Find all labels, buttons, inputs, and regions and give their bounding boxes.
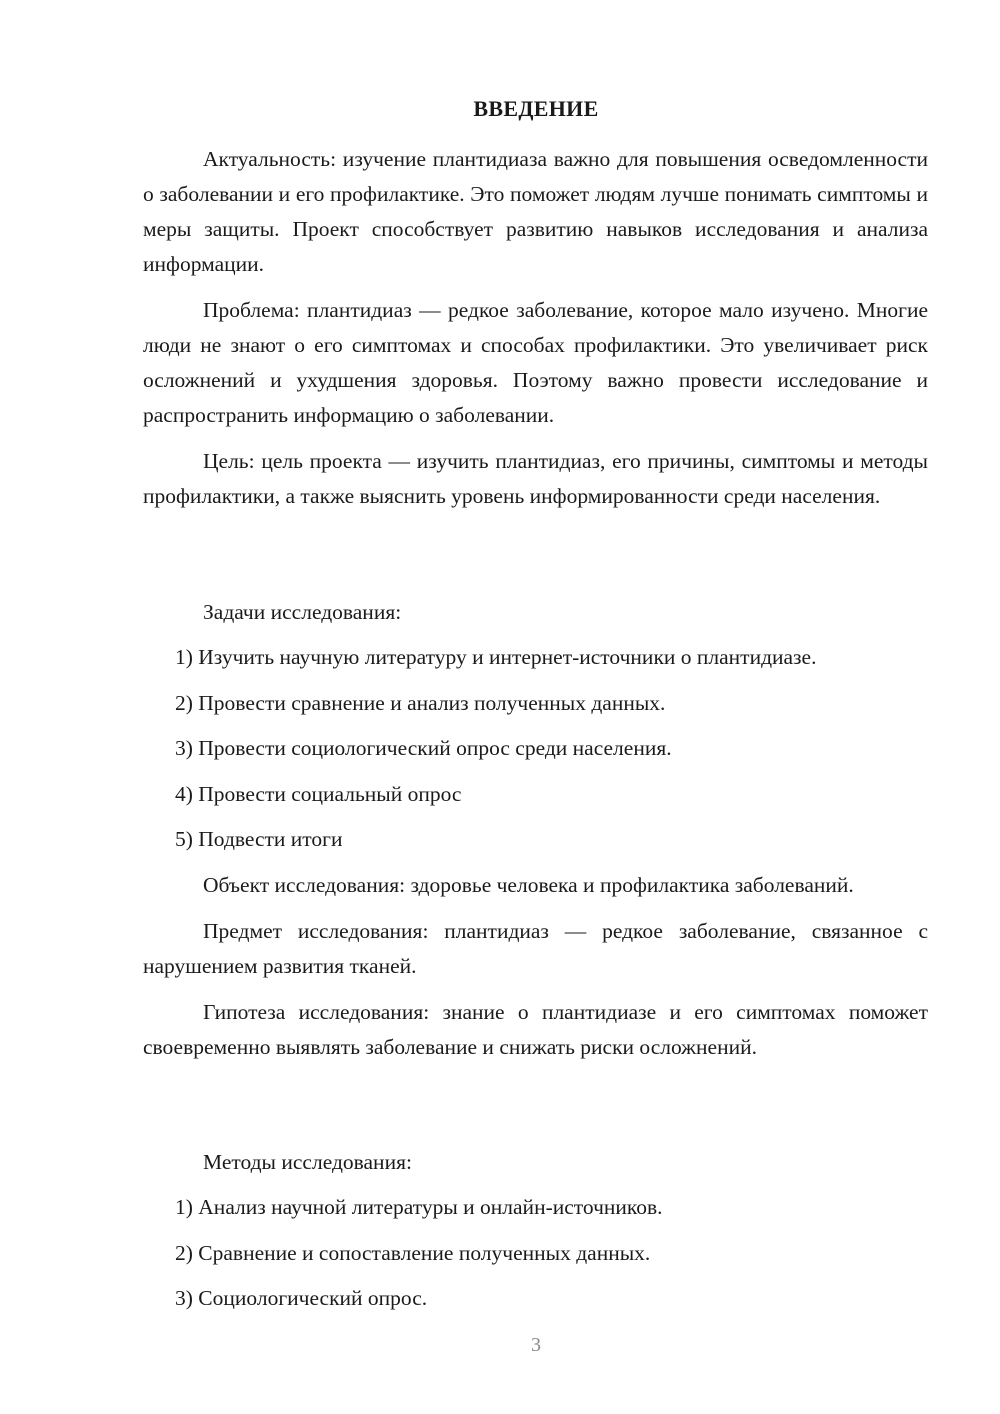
task-item-1: 1) Изучить научную литературу и интернет-источники о плантидиазе. xyxy=(175,645,817,669)
intro-paragraphs-top xyxy=(143,142,928,514)
subject-paragraph: Предмет исследования: плантидиаз — редкое заболевание, связанное с нарушением развития тканей. xyxy=(143,919,928,978)
page-title: ВВЕДЕНИЕ xyxy=(473,96,599,121)
methods-section xyxy=(143,1145,928,1180)
method-item xyxy=(143,1190,928,1225)
task-item-5: 5) Подвести итоги xyxy=(175,827,343,851)
tasks-title: Задачи исследования: xyxy=(203,600,402,624)
method-item-2: 2) Сравнение и сопоставление полученных данных. xyxy=(175,1241,651,1265)
method-item-1: 1) Анализ научной литературы и онлайн-источников. xyxy=(175,1195,663,1219)
task-item xyxy=(143,686,928,721)
intro-paragraphs-middle xyxy=(143,868,928,1065)
methods-title: Методы исследования: xyxy=(203,1150,412,1174)
page-number: 3 xyxy=(531,1334,541,1356)
method-item-3: 3) Социологический опрос. xyxy=(175,1286,428,1310)
goal-paragraph: Цель: цель проекта — изучить плантидиаз, его причины, симптомы и методы профилактики, а также выяснить уровень информированности среди населения. xyxy=(143,449,928,508)
problem-paragraph: Проблема: плантидиаз — редкое заболевание, которое мало изучено. Многие люди не знают о его симптомах и способах профилактики. Это увеличивает риск осложнений и ухудшения здоровья. Поэтому важно провести исследование и распространить информацию о заболевании. xyxy=(143,298,928,427)
tasks-section xyxy=(143,595,928,630)
task-item xyxy=(143,777,928,812)
task-item-2: 2) Провести сравнение и анализ полученных данных. xyxy=(175,691,666,715)
task-item xyxy=(143,640,928,675)
object-paragraph: Объект исследования: здоровье человека и профилактика заболеваний. xyxy=(203,873,854,897)
hypothesis-paragraph: Гипотеза исследования: знание о плантидиазе и его симптомах поможет своевременно выявлять заболевание и снижать риски осложнений. xyxy=(143,1000,928,1059)
task-item-3: 3) Провести социологический опрос среди населения. xyxy=(175,736,672,760)
task-item xyxy=(143,731,928,766)
task-item xyxy=(143,822,928,857)
method-item xyxy=(143,1281,928,1316)
relevance-paragraph: Актуальность: изучение плантидиаза важно для повышения осведомленности о заболевании и его профилактике. Это поможет людям лучше понимать симптомы и меры защиты. Проект способствует развитию навыков исследования и анализа информации. xyxy=(143,147,928,276)
task-item-4: 4) Провести социальный опрос xyxy=(175,782,462,806)
method-item xyxy=(143,1236,928,1271)
